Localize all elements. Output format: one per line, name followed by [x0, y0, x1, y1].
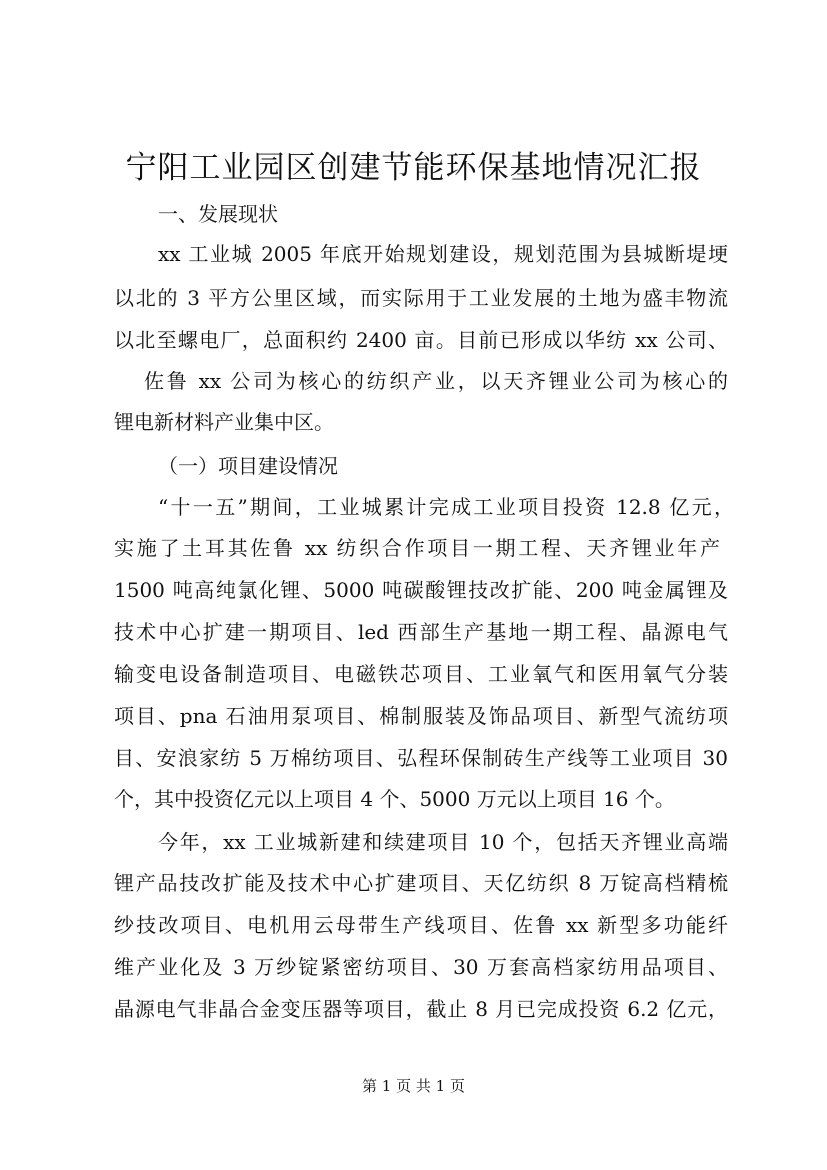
page-number: 第 1 页 共 1 页 — [362, 1077, 465, 1095]
paragraph-line: 锂产品技改扩能及技术中心扩建项目、天亿纺织 8 万锭高档精梳 — [114, 871, 728, 895]
paragraph-line: 今年，xx 工业城新建和续建项目 10 个，包括天齐锂业高端 — [158, 830, 728, 854]
paragraph-line: 佐鲁 xx 公司为核心的纺织产业，以天齐锂业公司为核心的 — [144, 369, 728, 393]
paragraph-line: 技术中心扩建一期项目、led 西部生产基地一期工程、晶源电气 — [114, 620, 728, 644]
paragraph-line: 维产业化及 3 万纱锭紧密纺项目、30 万套高档家纺用品项目、 — [114, 955, 728, 979]
section-heading: 一、发展现状 — [158, 202, 278, 226]
paragraph-line: “十一五”期间，工业城累计完成工业项目投资 12.8 亿元， — [158, 495, 734, 519]
paragraph-line: 以北至螺电厂，总面积约 2400 亩。目前已形成以华纺 xx 公司、 — [114, 328, 728, 352]
paragraph-line: 晶源电气非晶合金变压器等项目，截止 8 月已完成投资 6.2 亿元， — [114, 997, 728, 1021]
paragraph-line: 实施了土耳其佐鲁 xx 纺织合作项目一期工程、天齐锂业年产 — [114, 536, 720, 560]
paragraph-line: 纱技改项目、电机用云母带生产线项目、佐鲁 xx 新型多功能纤 — [114, 913, 728, 937]
document-title: 宁阳工业园区创建节能环保基地情况汇报 — [125, 150, 702, 186]
paragraph-line: 输变电设备制造项目、电磁铁芯项目、工业氧气和医用氧气分装 — [114, 662, 728, 686]
paragraph-line: 个，其中投资亿元以上项目 4 个、5000 万元以上项目 16 个。 — [114, 787, 675, 811]
paragraph-line: xx 工业城 2005 年底开始规划建设，规划范围为县城断堤埂 — [158, 242, 728, 266]
paragraph-line: 目、安浪家纺 5 万棉纺项目、弘程环保制砖生产线等工业项目 30 — [114, 746, 728, 770]
paragraph-line: 项目、pna 石油用泵项目、棉制服装及饰品项目、新型气流纺项 — [114, 704, 728, 728]
subsection-heading: （一）项目建设情况 — [158, 454, 338, 478]
paragraph-line: 以北的 3 平方公里区域，而实际用于工业发展的土地为盛丰物流 — [114, 286, 728, 310]
paragraph-line: 锂电新材料产业集中区。 — [114, 410, 334, 434]
paragraph-line: 1500 吨高纯氯化锂、5000 吨碳酸锂技改扩能、200 吨金属锂及 — [114, 578, 728, 602]
